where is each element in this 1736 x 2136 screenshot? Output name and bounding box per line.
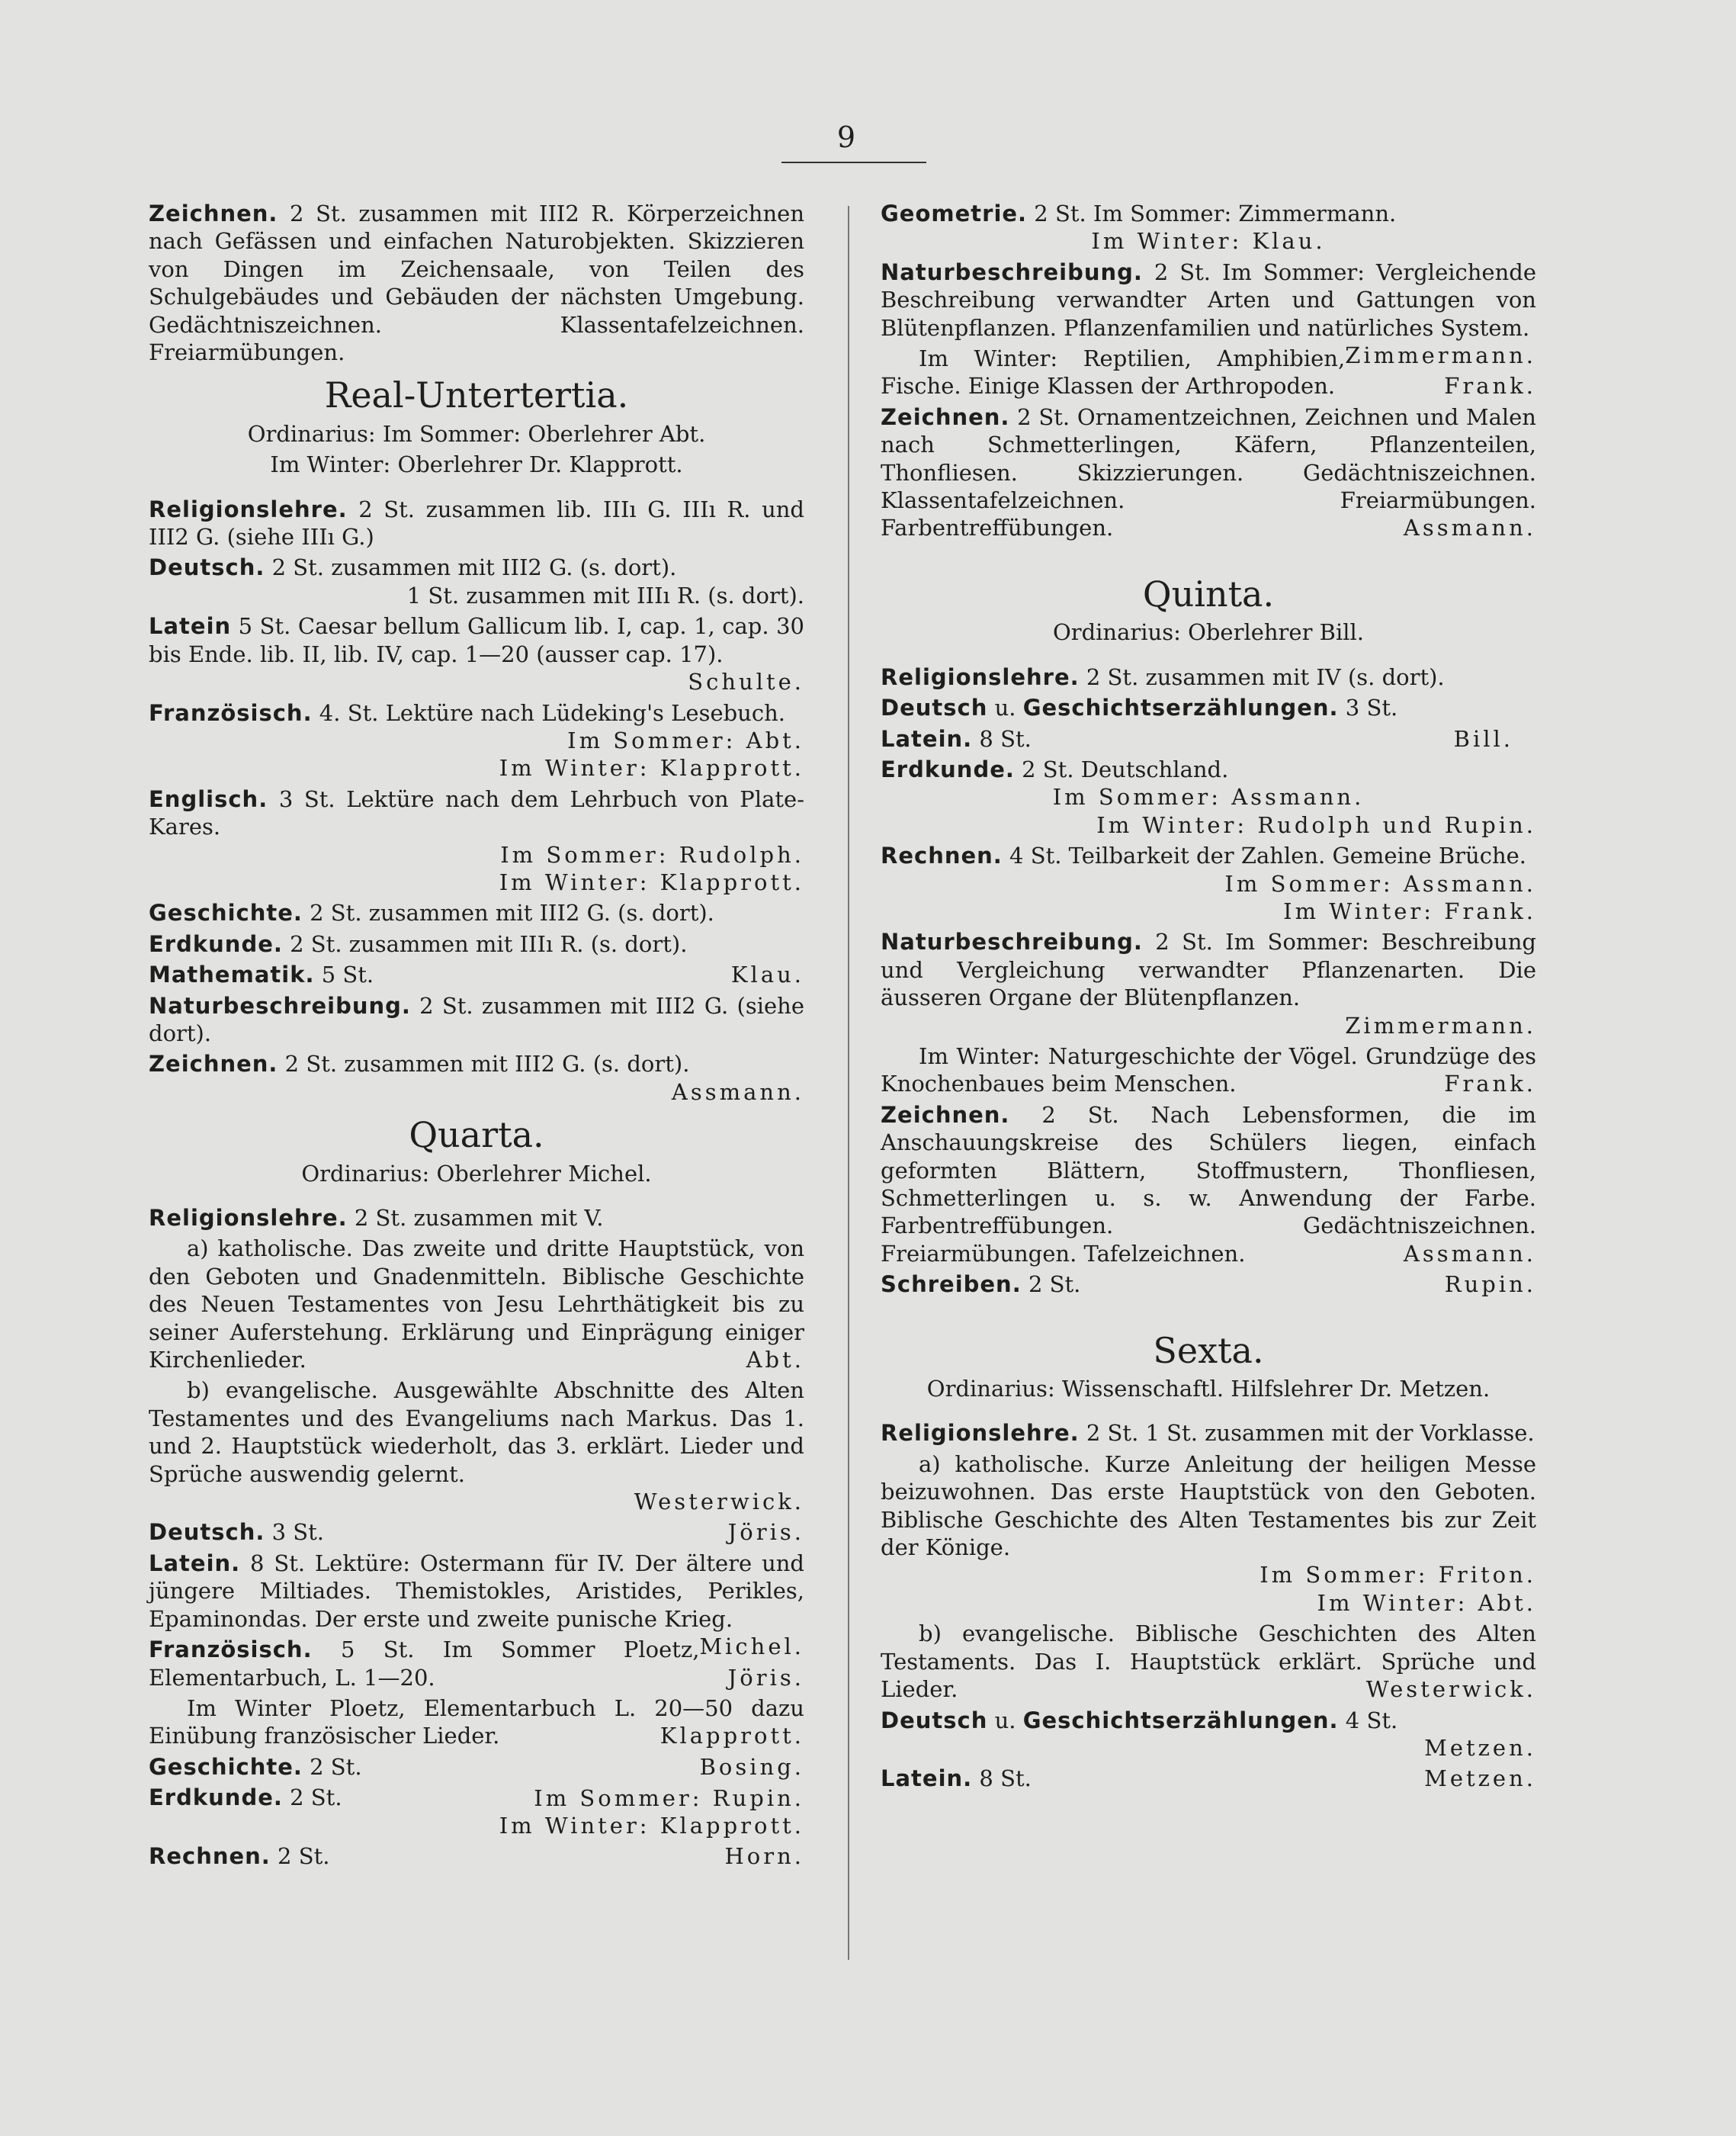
entry-text: 2 St. Nach Lebensformen, die im Anschauungskreise des Schülers liegen, einfach geformten Blättern, Stoffmustern, Thonfliesen, Schmetterlingen u. s. w. Anwendung der Farbe. Farbentreffübungen. Gedächtniszeichnen. Freiarmübungen. Tafelzeichnen. xyxy=(881,1101,1536,1267)
naturbeschreibung-entry xyxy=(881,928,1536,1039)
entry-text: u. xyxy=(987,695,1023,721)
teacher-name: Klapprott. xyxy=(659,1723,804,1749)
teacher-name: Frank. xyxy=(1444,373,1536,400)
ordinarius-line: Ordinarius: Wissenschaftl. Hilfslehrer Dr. Metzen. xyxy=(926,1376,1491,1402)
entry-text: b) evangelische. Biblische Geschichten des Alten Testaments. Das I. Hauptstück erklärt. Sprüche und Lieder. xyxy=(881,1620,1536,1703)
subject-label: Deutsch. xyxy=(149,554,265,581)
latein-entry xyxy=(149,612,804,695)
geschichte-entry xyxy=(149,899,804,927)
subject-label: Geschichtserzählungen. xyxy=(1022,1707,1339,1733)
subject-label: Naturbeschreibung. xyxy=(149,992,411,1019)
deutsch-entry xyxy=(149,554,804,609)
latein-entry xyxy=(881,1765,1536,1792)
teacher-name: Jöris. xyxy=(727,1519,804,1546)
subject-label: Erdkunde. xyxy=(881,756,1015,782)
evangelical-subentry xyxy=(881,1620,1536,1703)
entry-text: 2 St. Deutschland. xyxy=(1014,756,1229,782)
entry-text: 2 St. zusammen mit V. xyxy=(347,1205,604,1231)
teacher-name: Bosing. xyxy=(699,1753,804,1780)
subject-label: Erdkunde. xyxy=(149,930,283,957)
entry-text: b) evangelische. Ausgewählte Abschnitte des Alten Testamentes und des Evangeliums nach Markus. Das 1. und 2. Hauptstück wiederholt, das 3. erklärt. Lieder und Sprüche auswendig gelernt. xyxy=(149,1377,804,1487)
latein-entry xyxy=(881,725,1536,753)
teacher-name: Zimmermann. xyxy=(1345,1012,1536,1039)
erdkunde-entry xyxy=(149,930,804,958)
teacher-name: Im Sommer: Friton. xyxy=(1259,1562,1536,1588)
class-heading-quarta: Quarta. xyxy=(409,1114,544,1156)
entry-text: 8 St. xyxy=(972,725,1032,752)
entry-text: 2 St. xyxy=(302,1753,362,1780)
franzoesisch-winter-entry xyxy=(149,1694,804,1750)
teacher-name: Im Winter: Abt. xyxy=(1317,1589,1536,1616)
subject-label: Rechnen. xyxy=(881,843,1003,869)
right-column xyxy=(881,200,1536,1796)
entry-text: 5 St. Im Sommer Ploetz, Elementarbuch, L. 1—20. xyxy=(149,1637,700,1691)
naturbeschreibung-winter-entry xyxy=(881,1042,1536,1098)
ordinarius-line: Ordinarius: Oberlehrer Michel. xyxy=(301,1160,652,1187)
ordinarius-line: Ordinarius: Oberlehrer Bill. xyxy=(1052,619,1365,646)
teacher-name: Michel. xyxy=(699,1633,804,1660)
teacher-name: Im Sommer: Abt. xyxy=(567,727,804,753)
zeichnen-entry xyxy=(149,1050,804,1106)
teacher-name: Jöris. xyxy=(727,1664,804,1691)
teacher-name: Im Sommer: Assmann. xyxy=(1224,870,1536,897)
entry-text: Im Winter: Reptilien, Amphibien, Fische. Einige Klassen der Arthropoden. xyxy=(881,345,1346,400)
subject-label: Geschichte. xyxy=(149,1753,303,1780)
entry-text: Im Winter Ploetz, Elementarbuch L. 20—50 dazu Einübung französischer Lieder. xyxy=(149,1694,804,1749)
entry-text: 2 St. zusammen mit III2 G. (s. dort). xyxy=(265,554,677,581)
subject-label: Naturbeschreibung. xyxy=(881,929,1143,956)
religionslehre-entry xyxy=(881,1419,1536,1447)
entry-text: 4 St. xyxy=(1338,1707,1398,1733)
entry-text: 2 St. Ornamentzeichnen, Zeichnen und Malen nach Schmetterlingen, Käfern, Pflanzenteilen, Thonfliesen. Skizzierungen. Gedächtniszeichnen. Klassentafelzeichnen. Freiarmübungen. Farbentreffübungen. xyxy=(881,403,1536,541)
zeichnen-entry xyxy=(881,403,1536,542)
entry-text: 2 St. zusammen mit III2 G. (s. dort). xyxy=(278,1051,690,1078)
subject-label: Latein xyxy=(149,613,232,640)
entry-text: 2 St. xyxy=(282,1784,342,1811)
subject-label: Latein. xyxy=(881,725,973,752)
column-divider xyxy=(848,206,849,1960)
mathematik-entry xyxy=(149,961,804,988)
teacher-name: Frank. xyxy=(1444,1071,1536,1097)
teacher-name: Assmann. xyxy=(671,1078,804,1105)
teacher-name: Im Sommer: Rupin. xyxy=(534,1784,804,1811)
subject-label: Französisch. xyxy=(149,699,313,726)
subject-label: Zeichnen. xyxy=(149,201,278,226)
entry-text: a) katholische. Kurze Anleitung der heiligen Messe beizuwohnen. Das erste Hauptstück von den Geboten. Biblische Geschichte des Alten Testamentes bis zur Zeit der Könige. xyxy=(881,1450,1536,1561)
entry-text: 3 St. xyxy=(265,1519,325,1546)
erdkunde-entry xyxy=(149,1784,804,1839)
subject-label: Französisch. xyxy=(149,1637,313,1663)
subject-label: Zeichnen. xyxy=(149,1051,278,1078)
englisch-entry xyxy=(149,785,804,897)
subject-label: Geometrie. xyxy=(881,201,1028,226)
entry-text: 2 St. zusammen mit IIIı R. (s. dort). xyxy=(282,930,688,957)
entry-text: 2 St. zusammen mit IV (s. dort). xyxy=(1079,663,1445,690)
teacher-name: Metzen. xyxy=(1424,1734,1536,1761)
religionslehre-entry xyxy=(881,663,1536,691)
entry-text: 2 St. Im Sommer: Zimmermann. xyxy=(1027,201,1397,226)
subject-label: Rechnen. xyxy=(149,1843,271,1870)
naturbeschreibung-entry xyxy=(149,992,804,1048)
evangelical-subentry xyxy=(149,1376,804,1515)
teacher-name: Im Winter: Klapprott. xyxy=(499,1812,804,1839)
entry-text: 2 St. zusammen lib. IIIı G. IIIı R. und III2 G. (siehe IIIı G.) xyxy=(149,496,804,551)
teacher-name: Assmann. xyxy=(1403,515,1536,541)
geschichte-entry xyxy=(149,1753,804,1781)
subject-label: Zeichnen. xyxy=(881,403,1010,430)
teacher-name: Im Winter: Klapprott. xyxy=(499,869,804,895)
teacher-name: Im Winter: Klapprott. xyxy=(499,755,804,782)
left-column xyxy=(149,200,804,1874)
subject-label: Englisch. xyxy=(149,785,268,812)
subject-label: Erdkunde. xyxy=(149,1784,283,1811)
subject-label: Naturbeschreibung. xyxy=(881,259,1143,285)
entry-text: 5 St. Caesar bellum Gallicum lib. I, cap. 1, cap. 30 bis Ende. lib. II, lib. IV, cap. 1—20 (ausser cap. 17). xyxy=(149,613,804,667)
entry-text: u. xyxy=(987,1707,1023,1733)
subject-label: Deutsch xyxy=(881,1707,988,1733)
teacher-name: Horn. xyxy=(724,1843,804,1870)
subject-label: Religionslehre. xyxy=(149,1205,348,1231)
schreiben-entry xyxy=(881,1270,1536,1298)
page-number: 9 xyxy=(836,120,856,154)
entry-text: 2 St. zusammen mit III2 G. (s. dort). xyxy=(302,900,714,927)
subject-label: Religionslehre. xyxy=(881,1420,1080,1447)
subject-label: Mathematik. xyxy=(149,962,315,988)
entry-text: 2 St. xyxy=(1021,1271,1081,1298)
deutsch-entry xyxy=(881,694,1536,721)
deutsch-entry xyxy=(881,1707,1536,1762)
subject-label: Religionslehre. xyxy=(881,663,1080,690)
ordinarius-line: Im Winter: Oberlehrer Dr. Klapprott. xyxy=(270,451,683,478)
deutsch-entry xyxy=(149,1518,804,1546)
entry-text: 2 St. zusammen mit III2 G. (siehe dort). xyxy=(149,992,804,1046)
teacher-name: Abt. xyxy=(746,1347,804,1373)
teacher-name: Im Sommer: Rudolph. xyxy=(500,841,804,868)
subject-label: Schreiben. xyxy=(881,1271,1022,1298)
entry-text: 1 St. zusammen mit IIIı R. (s. dort). xyxy=(406,582,804,609)
teacher-name: Rupin. xyxy=(1444,1271,1536,1298)
entry-text: 4 St. Teilbarkeit der Zahlen. Gemeine Brüche. xyxy=(1002,843,1527,869)
religionslehre-entry xyxy=(149,496,804,551)
teacher-name: Metzen. xyxy=(1424,1765,1536,1792)
entry-text: 4. St. Lektüre nach Lüdeking's Lesebuch. xyxy=(312,699,785,726)
class-heading-quinta: Quinta. xyxy=(1142,573,1275,615)
geometrie-entry xyxy=(881,200,1536,255)
naturbeschreibung-entry xyxy=(881,259,1536,369)
rechnen-entry xyxy=(149,1842,804,1870)
zeichnen-entry xyxy=(881,1101,1536,1267)
subject-label: Geschichtserzählungen. xyxy=(1022,695,1339,721)
erdkunde-entry xyxy=(881,756,1536,839)
franzoesisch-entry xyxy=(149,699,804,782)
entry-text: 2 St. Im Sommer: Beschreibung und Vergleichung verwandter Pflanzenarten. Die äusseren Organe der Blütenpflanzen. xyxy=(881,929,1536,1011)
subject-label: Deutsch. xyxy=(149,1519,265,1546)
ordinarius-line: Ordinarius: Im Sommer: Oberlehrer Abt. xyxy=(247,420,706,447)
teacher-name: Bill. xyxy=(1453,725,1513,752)
entry-text: 2 St. Im Sommer: Vergleichende Beschreibung verwandter Arten und Gattungen von Blütenpflanzen. Pflanzenfamilien und natürliches System. xyxy=(881,259,1536,341)
subject-label: Latein. xyxy=(149,1550,241,1576)
entry-text: 5 St. xyxy=(314,962,374,988)
rechnen-entry xyxy=(881,842,1536,925)
teacher-name: Im Winter: Klau. xyxy=(1091,228,1326,255)
entry-text: 8 St. xyxy=(972,1765,1032,1792)
entry-text: 8 St. Lektüre: Ostermann für IV. Der ältere und jüngere Miltiades. Themistokles, Aristides, Perikles, Epaminondas. Der erste und zweite punische Krieg. xyxy=(149,1550,804,1632)
entry-text: 3 St. xyxy=(1338,695,1398,721)
teacher-name: Assmann. xyxy=(1403,1240,1536,1267)
teacher-name: Schulte. xyxy=(688,669,804,695)
entry-text: 2 St. 1 St. zusammen mit der Vorklasse. xyxy=(1079,1420,1535,1447)
page-number-rule xyxy=(781,162,926,163)
subject-label: Deutsch xyxy=(881,695,988,721)
class-heading-sexta: Sexta. xyxy=(1153,1329,1264,1371)
subject-label: Zeichnen. xyxy=(881,1101,1010,1128)
entry-text: 2 St. xyxy=(270,1843,330,1870)
entry-text: Im Winter: Naturgeschichte der Vögel. Grundzüge des Knochenbaues beim Menschen. xyxy=(881,1042,1536,1097)
catholic-subentry xyxy=(149,1235,804,1373)
teacher-name: Westerwick. xyxy=(634,1489,804,1515)
subject-label: Latein. xyxy=(881,1765,973,1792)
teacher-name: Klau. xyxy=(730,962,804,988)
subject-label: Religionslehre. xyxy=(149,496,348,522)
entry-text: 2 St. zusammen mit III2 R. Körperzeichnen nach Gefässen und einfachen Naturobjekten. Skizzieren von Dingen im Zeichensaale, von Teilen des Schulgebäudes und Gebäuden der nächsten Umgebung. Gedächtniszeichnen. Klassentafelzeichnen. Freiarmübungen. xyxy=(149,201,804,366)
teacher-name: Zimmermann. xyxy=(1345,342,1536,369)
teacher-name: Im Winter: Frank. xyxy=(1283,898,1536,924)
teacher-name: Westerwick. xyxy=(1365,1676,1536,1703)
entry-text: a) katholische. Das zweite und dritte Hauptstück, von den Geboten und Gnadenmitteln. Biblische Geschichte des Neuen Testamentes von Jesu Lehrthätigkeit bis zu seiner Auferstehung. Erklärung und Einprägung einiger Kirchenlieder. xyxy=(149,1235,804,1373)
subject-label: Geschichte. xyxy=(149,900,303,927)
zeichnen-entry xyxy=(149,200,804,366)
teacher-name: Im Winter: Rudolph und Rupin. xyxy=(1096,811,1536,838)
catholic-subentry xyxy=(881,1450,1536,1617)
religionslehre-entry xyxy=(149,1204,804,1232)
teacher-name: Im Sommer: Assmann. xyxy=(1052,784,1365,811)
entry-text: 3 St. Lektüre nach dem Lehrbuch von Plate-Kares. xyxy=(149,785,804,840)
class-heading-real-untertertia: Real-Untertertia. xyxy=(324,374,629,416)
